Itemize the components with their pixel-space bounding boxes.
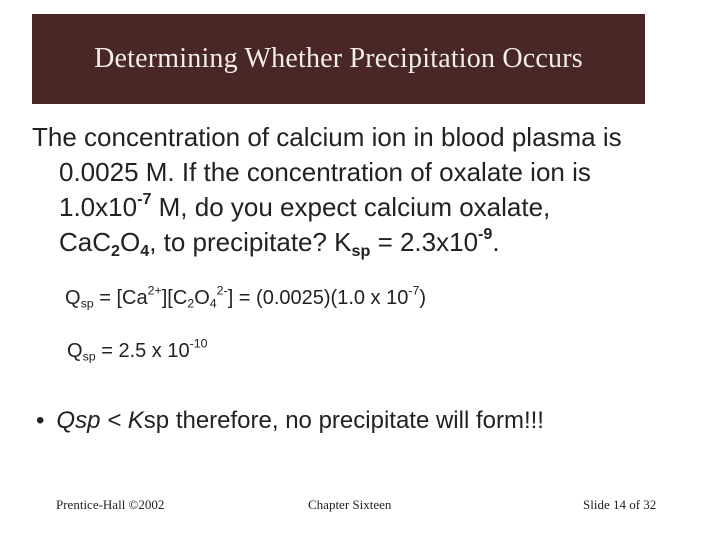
conclusion-bullet xyxy=(36,407,544,435)
subscript: 4 xyxy=(209,296,217,311)
period: . xyxy=(492,227,500,257)
eq-text: ][C xyxy=(161,287,188,309)
exponent: -10 xyxy=(189,336,208,351)
subscript: 2 xyxy=(111,241,120,260)
subscript: sp xyxy=(351,241,371,260)
conclusion-text: sp therefore, no precipitate will form!!! xyxy=(143,407,544,434)
eq-text: ] = (0.0025)(1.0 x 10 xyxy=(227,287,409,309)
exponent: -7 xyxy=(408,283,420,298)
subscript: 2 xyxy=(187,296,195,311)
footer-publisher: Prentice-Hall ©2002 xyxy=(56,497,165,512)
q-symbol: Q xyxy=(65,287,81,309)
bullet-icon: • xyxy=(36,407,45,434)
problem-text-2: 0.0025 M. If the concentration of oxalate ion is xyxy=(59,157,591,187)
footer-chapter: Chapter Sixteen xyxy=(308,497,392,512)
eq-text: = 2.5 x 10 xyxy=(95,340,190,362)
formula-o: O xyxy=(119,227,141,257)
qsp-result xyxy=(67,336,208,364)
q-symbol: Q xyxy=(67,340,83,362)
charge: 2- xyxy=(216,283,228,298)
title-bar xyxy=(32,14,645,104)
problem-statement xyxy=(32,120,702,260)
problem-line-3 xyxy=(32,190,702,225)
slide-title: Determining Whether Precipitation Occurs xyxy=(94,43,583,74)
formula-ca: CaC xyxy=(59,227,112,257)
subscript: 4 xyxy=(140,241,150,260)
problem-line-1 xyxy=(32,120,702,155)
problem-text-1: The concentration of calcium ion in blood plasma is xyxy=(32,122,622,152)
problem-line-2 xyxy=(32,155,702,190)
problem-text-3a: 1.0x10 xyxy=(59,192,138,222)
problem-line-4 xyxy=(32,225,702,260)
subscript: sp xyxy=(82,349,96,364)
exponent: -7 xyxy=(137,189,152,208)
eq-text: = [Ca xyxy=(93,287,148,309)
footer-slide-number: Slide 14 of 32 xyxy=(583,497,657,512)
eq-text: O xyxy=(194,287,210,309)
eq-text: ) xyxy=(419,287,427,309)
charge: 2+ xyxy=(147,283,162,298)
problem-text-3b: M, do you expect calcium oxalate, xyxy=(151,192,551,222)
problem-text-4: , to precipitate? K xyxy=(149,227,352,257)
exponent: -9 xyxy=(478,224,493,243)
qsp-expression xyxy=(65,283,427,311)
conclusion-qsp: Qsp < xyxy=(56,407,128,434)
ksp-value: = 2.3x10 xyxy=(370,227,479,257)
conclusion-k: K xyxy=(127,407,144,434)
subscript: sp xyxy=(80,296,94,311)
